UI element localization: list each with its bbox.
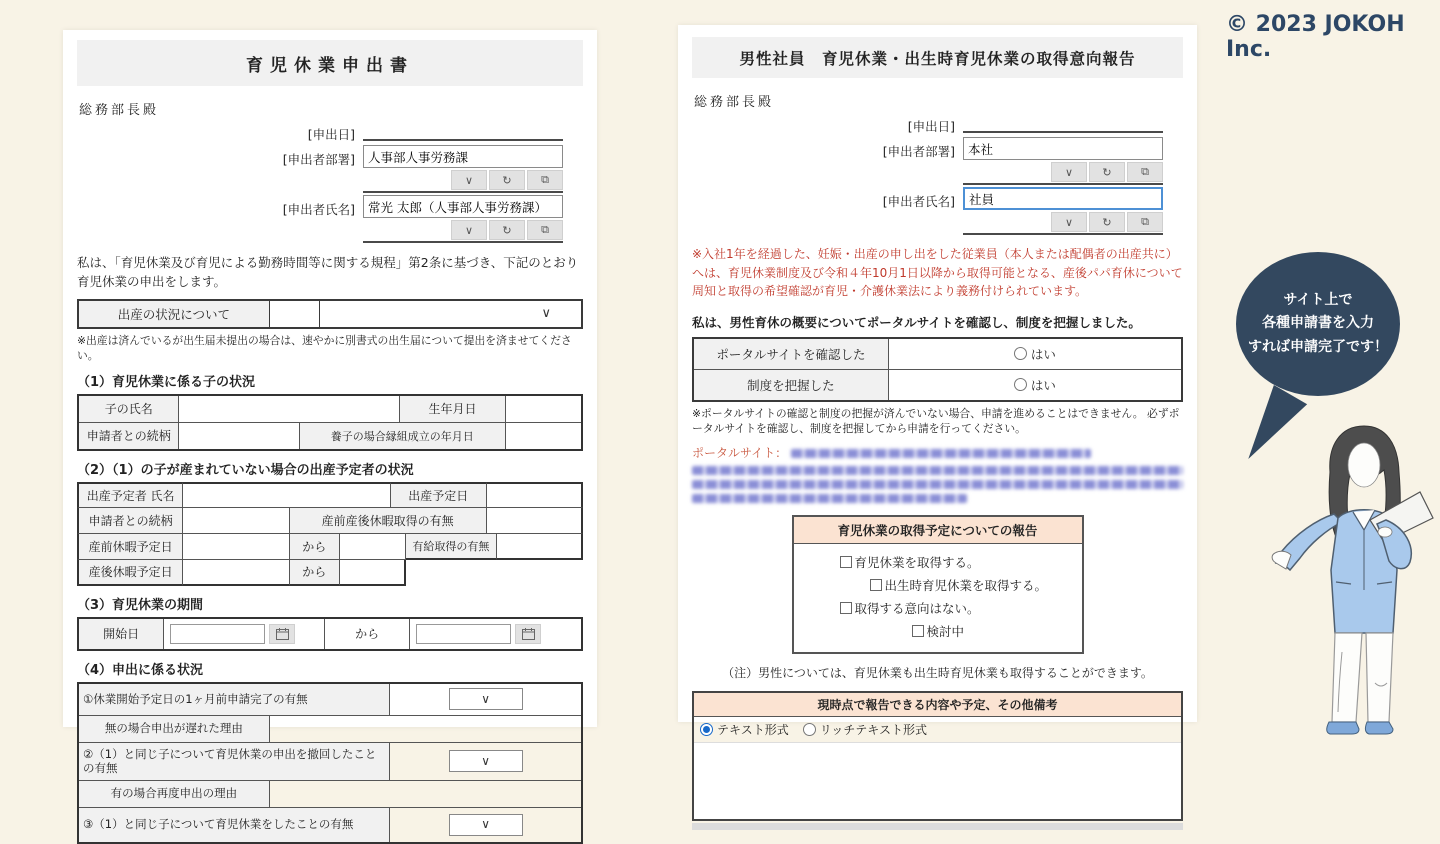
plan-option-row: [794, 620, 1082, 643]
checkbox-icon[interactable]: [840, 556, 852, 568]
applicant-fields: [255, 120, 563, 243]
q2-answer-cell: [390, 743, 581, 780]
horizontal-scrollbar[interactable]: [692, 823, 1183, 830]
plan-option-row: [794, 551, 1082, 574]
gender-note: （注）男性については、育児休業も出生時育児休業も取得することができます。: [722, 665, 1153, 680]
refresh-icon[interactable]: ↻: [489, 220, 525, 240]
pants-leg: [1366, 633, 1393, 722]
empty-cell: [183, 508, 289, 534]
form-title: 育児休業申出書: [77, 40, 583, 86]
portal-site-block: [692, 444, 1183, 503]
q2-label: ②（1）と同じ子について育児休業の申出を撤回したことの有無: [79, 743, 390, 780]
birth-status-label: 出産の状況について: [79, 301, 270, 327]
empty-cell: [270, 301, 320, 327]
applicant-dept-label: [申出者部署]: [882, 144, 955, 159]
birth-status-row: [77, 299, 583, 329]
plan-option-row: [794, 574, 1082, 597]
checkbox-icon[interactable]: [870, 579, 882, 591]
copy-icon[interactable]: ⧉: [1127, 212, 1163, 232]
childcare-leave-application-form: [63, 30, 597, 832]
portal-checked-label: ポータルサイトを確認した: [694, 339, 889, 369]
bubble-line: 各種申請書を入力: [1262, 315, 1374, 332]
checkbox-icon[interactable]: [840, 602, 852, 614]
chevron-down-icon: ∨: [541, 305, 551, 321]
q1-label: ①休業開始予定日の1ヶ月前申請完了の有無: [79, 684, 390, 715]
section4-title: （4）申出に係る状況: [77, 662, 204, 678]
q3-label: ③（1）と同じ子について育児休業をしたことの有無: [79, 808, 390, 842]
plan-option-label: 取得する意向はない。: [854, 601, 980, 617]
empty-cell: [487, 508, 583, 534]
refresh-icon[interactable]: ↻: [1089, 212, 1125, 232]
leave-plan-report-title: 育児休業の取得予定についての報告: [794, 517, 1082, 544]
from-label: から: [325, 619, 410, 649]
start-date-field: [164, 619, 325, 649]
application-date-label: [申出日]: [307, 127, 355, 142]
section2-title: （2）（1）の子が産まれていない場合の出産予定者の状況: [77, 462, 414, 478]
radio-selected-icon: [700, 723, 713, 736]
addressee: 総務部長殿: [79, 103, 160, 118]
portal-requirement-note: ※ポータルサイトの確認と制度の把握が済んでいない場合、申請を進めることはできません。 必ずポータルサイトを確認し、制度を把握してから申請を行ってください。: [692, 406, 1180, 435]
portal-checked-cell: [889, 339, 1181, 369]
portal-site-link-redacted[interactable]: [692, 494, 967, 503]
chevron-down-icon[interactable]: ∨: [1051, 162, 1087, 182]
radio-option-label: はい: [1030, 346, 1056, 362]
empty-cell: [270, 781, 581, 807]
post-leave-label: 産後休暇予定日: [77, 560, 183, 586]
q1-sub-label: 無の場合申出が遅れた理由: [79, 716, 270, 742]
portal-site-link-redacted[interactable]: [791, 449, 1091, 458]
q2-select[interactable]: ∨: [449, 750, 523, 772]
birth-status-note: ※出産は済んでいるが出生届未提出の場合は、速やかに別書式の出生届について提出を済ませてください。: [77, 333, 572, 362]
speech-bubble: [1236, 252, 1400, 396]
empty-cell: [487, 482, 583, 508]
applicant-fields: [855, 112, 1163, 235]
remarks-table: [692, 691, 1183, 821]
applicant-dept-label: [申出者部署]: [282, 152, 355, 167]
field-toolbar: [363, 168, 563, 191]
section3-title: （3）育児休業の期間: [77, 597, 204, 613]
copyright-text: © 2023 JOKOH Inc.: [1226, 12, 1405, 62]
section2-table: [77, 482, 583, 586]
q3-answer-cell: [390, 808, 581, 842]
table-notch: [406, 560, 583, 586]
field-underline: [363, 241, 563, 243]
q1-answer-cell: [390, 684, 581, 715]
empty-cell: [179, 423, 299, 449]
radio-icon[interactable]: [1014, 378, 1027, 391]
start-date-label: 開始日: [79, 619, 164, 649]
format-option-text[interactable]: [700, 721, 789, 738]
empty-cell: [340, 560, 406, 586]
hand: [1378, 527, 1392, 537]
q1-select[interactable]: ∨: [449, 688, 523, 710]
shoe: [1327, 722, 1359, 734]
applicant-dept-input[interactable]: [363, 145, 563, 168]
format-option-richtext[interactable]: [803, 721, 927, 738]
relation-label: 申請者との続柄: [77, 508, 183, 534]
q2-sub-label: 有の場合再度申出の理由: [79, 781, 270, 807]
confirm-intro: 私は、男性育休の概要についてポータルサイトを確認し、制度を把握しました。: [692, 314, 1141, 330]
end-date-field: [410, 619, 581, 649]
field-underline: [963, 233, 1163, 235]
empty-cell: [183, 482, 390, 508]
child-name-label: 子の氏名: [79, 396, 179, 422]
empty-cell: [270, 716, 581, 742]
calendar-icon[interactable]: [515, 624, 541, 644]
portal-site-link-redacted[interactable]: [692, 466, 1183, 475]
radio-icon: [803, 723, 816, 736]
bubble-line: サイト上で: [1283, 292, 1353, 309]
consultant-illustration: [1272, 420, 1440, 754]
pre-leave-label: 産前休暇予定日: [77, 534, 183, 560]
format-option-label: テキスト形式: [717, 722, 789, 737]
application-date-field[interactable]: [963, 112, 1163, 133]
applicant-dept-input[interactable]: [963, 137, 1163, 160]
empty-cell: [506, 423, 581, 449]
section3-table: [77, 617, 583, 651]
empty-cell: [183, 534, 289, 560]
from-label: から: [290, 534, 341, 560]
remarks-textarea[interactable]: [694, 743, 1181, 819]
plan-option-label: 出生時育児休業を取得する。: [884, 578, 1048, 594]
plan-option-label: 育児休業を取得する。: [854, 555, 980, 571]
empty-cell: [506, 396, 581, 422]
format-radio-row: [694, 717, 1181, 743]
empty-cell: [179, 396, 400, 422]
from-label: から: [290, 560, 341, 586]
confirmation-table: [692, 337, 1183, 402]
chevron-down-icon[interactable]: ∨: [1051, 212, 1087, 232]
empty-cell: [340, 534, 406, 560]
applicant-name-label: [申出者氏名]: [282, 202, 355, 217]
calendar-icon[interactable]: [269, 624, 295, 644]
date-input[interactable]: [416, 624, 511, 644]
refresh-icon[interactable]: ↻: [1089, 162, 1125, 182]
q3-select[interactable]: ∨: [449, 814, 523, 836]
plan-option-row: [794, 597, 1082, 620]
chevron-down-icon[interactable]: ∨: [451, 170, 487, 190]
checkbox-icon[interactable]: [912, 625, 924, 637]
empty-cell: [497, 534, 583, 560]
section1-table: [77, 394, 583, 451]
leave-plan-report-table: [792, 515, 1084, 654]
adoption-date-label: 養子の場合縁組成立の年月日: [300, 423, 506, 449]
plan-option-label: 検討中: [926, 624, 965, 640]
radio-icon[interactable]: [1014, 347, 1027, 360]
portal-site-link-redacted[interactable]: [692, 480, 1183, 489]
field-toolbar: [963, 210, 1163, 233]
form-title: 男性社員 育児休業・出生時育児休業の取得意向報告: [692, 37, 1183, 78]
format-option-label: リッチテキスト形式: [819, 722, 928, 737]
due-date-label: 出産予定日: [391, 482, 487, 508]
pants-leg: [1332, 633, 1362, 722]
radio-option-label: はい: [1030, 377, 1056, 393]
date-input[interactable]: [170, 624, 265, 644]
shoe: [1365, 722, 1393, 734]
application-date-label: [申出日]: [907, 119, 955, 134]
chevron-down-icon[interactable]: ∨: [451, 220, 487, 240]
maternity-leave-label: 産前産後休暇取得の有無: [290, 508, 487, 534]
system-understood-label: 制度を把握した: [694, 370, 889, 400]
applicant-name-input[interactable]: [963, 187, 1163, 210]
form-intro-text: 私は、「育児休業及び育児による勤務時間等に関する規程」第2条に基づき、下記のとおり育児休業の申出をします。: [77, 255, 579, 289]
applicant-name-input[interactable]: [363, 195, 563, 218]
birth-date-label: 生年月日: [400, 396, 505, 422]
copy-icon[interactable]: ⧉: [527, 220, 563, 240]
section1-title: （1）育児休業に係る子の状況: [77, 374, 256, 390]
face: [1348, 443, 1380, 487]
field-underline: [363, 191, 563, 193]
empty-cell: [183, 560, 289, 586]
system-understood-cell: [889, 370, 1181, 400]
addressee: 総務部長殿: [694, 95, 775, 110]
bubble-line: すれば申請完了です！: [1248, 338, 1388, 355]
remarks-title: 現時点で報告できる内容や予定、その他備考: [694, 693, 1181, 717]
relation-label: 申請者との続柄: [79, 423, 179, 449]
male-employee-intent-report-form: [678, 25, 1197, 737]
paid-leave-label: 有給取得の有無: [406, 534, 497, 560]
field-toolbar: [963, 160, 1163, 183]
field-toolbar: [363, 218, 563, 241]
application-date-field[interactable]: [363, 120, 563, 141]
legal-requirement-note: ※入社1年を経過した、妊娠・出産の申し出をした従業員（本人または配偶者の出産共に）へは、育児休業制度及び令和４年10月1日以降から取得可能となる、産後パパ育休について周知と取得の希望確認が育児・介護休業法により義務付けられています。: [692, 247, 1183, 299]
copy-icon[interactable]: ⧉: [1127, 162, 1163, 182]
refresh-icon[interactable]: ↻: [489, 170, 525, 190]
field-underline: [963, 183, 1163, 185]
birth-status-select[interactable]: [320, 301, 581, 327]
mother-name-label: 出産予定者 氏名: [77, 482, 183, 508]
section4-table: [77, 682, 583, 844]
portal-site-label: ポータルサイト：: [692, 445, 788, 460]
copy-icon[interactable]: ⧉: [527, 170, 563, 190]
applicant-name-label: [申出者氏名]: [882, 194, 955, 209]
